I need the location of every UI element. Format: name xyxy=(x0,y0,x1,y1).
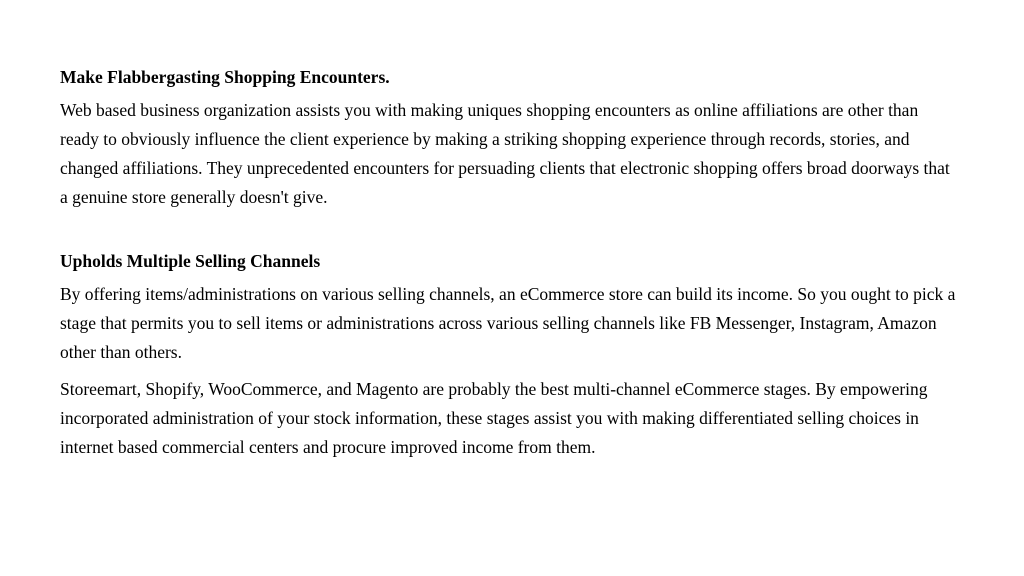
paragraph: Storeemart, Shopify, WooCommerce, and Magento are probably the best multi-channel eCommerce stages. By empowering incorporated administration of your stock information, these stages assist you with making differentiated selling choices in internet based commercial centers and procure improved income from them. xyxy=(60,379,928,457)
paragraph: By offering items/administrations on various selling channels, an eCommerce store can build its income. So you ought to pick a stage that permits you to sell items or administrations across various selling channels like FB Messenger, Instagram, Amazon other than others. xyxy=(60,284,956,362)
document-page xyxy=(60,66,960,470)
section-heading: Upholds Multiple Selling Channels xyxy=(60,251,321,271)
section-heading: Make Flabbergasting Shopping Encounters. xyxy=(60,67,390,87)
paragraph: Web based business organization assists you with making uniques shopping encounters as online affiliations are other than ready to obviously influence the client experience by making a striking shopping experience through records, stories, and changed affiliations. They unprecedented encounters for persuading clients that electronic shopping offers broad doorways that a genuine store generally doesn't give. xyxy=(60,100,950,207)
section-shopping-encounters xyxy=(60,66,960,212)
section-selling-channels xyxy=(60,250,960,462)
